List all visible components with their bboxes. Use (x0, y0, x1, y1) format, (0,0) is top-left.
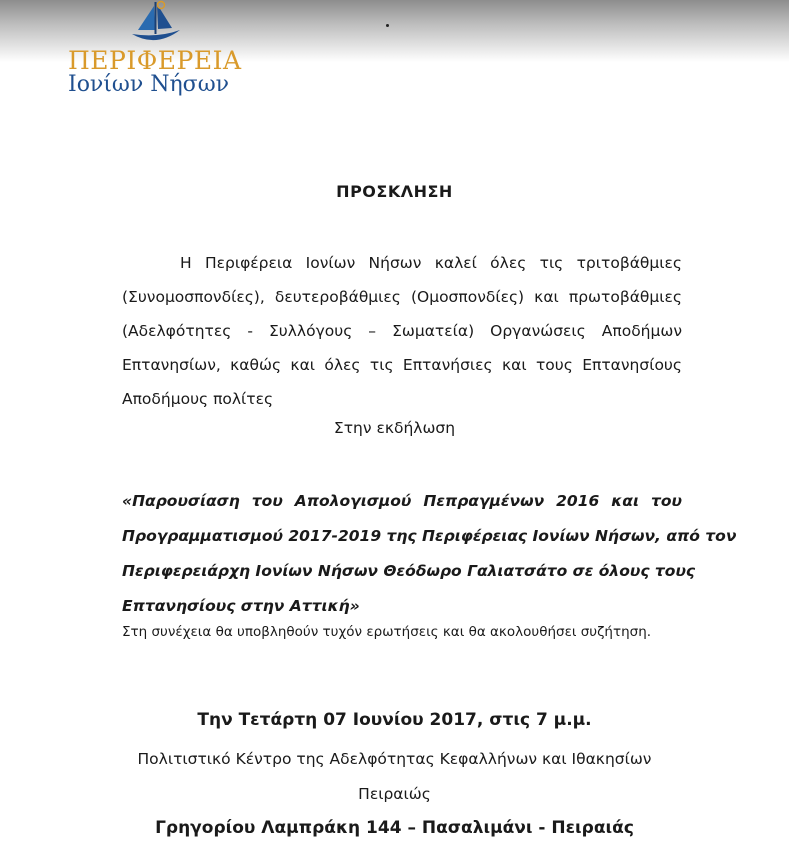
venue-city: Πειραιώς (358, 785, 431, 803)
invitation-line: Η Περιφέρεια Ιονίων Νήσων καλεί όλες τις τριτοβάθμιες (180, 254, 682, 272)
venue-address: Γρηγορίου Λαμπράκη 144 – Πασαλιμάνι - Πειραιάς (155, 818, 634, 838)
event-label: Στην εκδήλωση (333, 419, 456, 437)
region-logo (66, 0, 246, 100)
event-title-line: «Παρουσίαση του Απολογισμού Πεπραγμένων 2016 και του (122, 492, 682, 510)
event-title-line: Προγραμματισμού 2017-2019 της Περιφέρειας Ιονίων Νήσων, από τον (122, 527, 737, 545)
venue-name: Πολιτιστικό Κέντρο της Αδελφότητας Κεφαλλήνων και Ιθακησίων (137, 750, 652, 768)
invitation-line: (Συνομοσπονδίες), δευτεροβάθμιες (Ομοσπονδίες) και πρωτοβάθμιες (122, 288, 682, 306)
document-title: ΠΡΟΣΚΛΗΣΗ (336, 182, 453, 201)
ship-emblem-icon (128, 0, 184, 48)
logo-text-region: ΠΕΡΙΦΕΡΕΙΑ (68, 46, 242, 75)
invitation-line: Επτανησίων, καθώς και όλες τις Επτανήσιες και τους Επτανησίους (122, 356, 682, 374)
invitation-paragraph (122, 246, 682, 416)
followup-note: Στη συνέχεια θα υποβληθούν τυχόν ερωτήσεις και θα ακολουθήσει συζήτηση. (122, 624, 652, 640)
invitation-line: (Αδελφότητες - Συλλόγους – Σωματεία) Οργανώσεις Αποδήμων (122, 322, 682, 340)
logo-text-islands: Ιονίων Νήσων (68, 72, 230, 97)
scan-speck (386, 24, 389, 27)
event-title-line: Επτανησίους στην Αττική» (122, 597, 360, 615)
event-title (122, 484, 737, 624)
event-date: Την Τετάρτη 07 Ιουνίου 2017, στις 7 μ.μ. (197, 710, 592, 730)
invitation-line: Αποδήμους πολίτες (122, 390, 274, 408)
event-title-line: Περιφερειάρχη Ιονίων Νήσων Θεόδωρο Γαλιατσάτο σε όλους τους (122, 562, 696, 580)
